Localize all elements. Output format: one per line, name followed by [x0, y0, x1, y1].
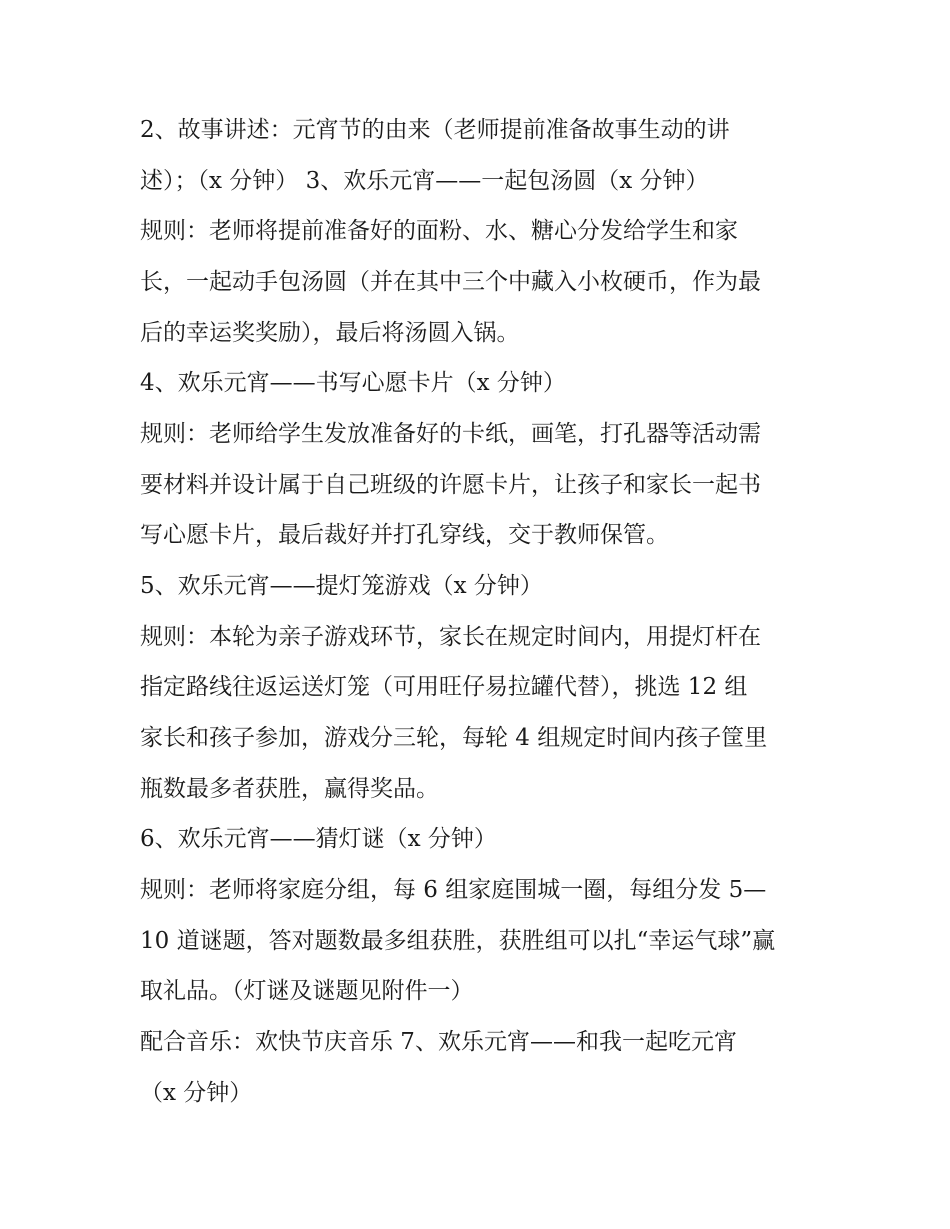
text-line: 后的幸运奖奖励），最后将汤圆入锅。: [140, 320, 520, 346]
text-line: 配合音乐：欢快节庆音乐 7、欢乐元宵——和我一起吃元宵: [140, 1029, 737, 1055]
text-line: 长，一起动手包汤圆（并在其中三个中藏入小枚硬币，作为最: [140, 269, 761, 295]
text-line: 规则：本轮为亲子游戏环节，家长在规定时间内，用提灯杆在: [140, 624, 761, 650]
text-line: （x 分钟）: [140, 1080, 253, 1106]
text-line: 家长和孩子参加，游戏分三轮，每轮 4 组规定时间内孩子筐里: [140, 725, 768, 751]
text-line: 述）；（x 分钟） 3、欢乐元宵——一起包汤圆（x 分钟）: [140, 168, 709, 194]
text-line: 瓶数最多者获胜，赢得奖品。: [140, 776, 439, 802]
text-line: 6、欢乐元宵——猜灯谜（x 分钟）: [140, 826, 497, 852]
text-line: 10 道谜题，答对题数最多组获胜，获胜组可以扎“幸运气球”赢: [140, 928, 776, 954]
text-line: 5、欢乐元宵——提灯笼游戏（x 分钟）: [140, 573, 543, 599]
text-line: 取礼品。（灯谜及谜题见附件一）: [140, 978, 474, 1004]
text-line: 写心愿卡片，最后裁好并打孔穿线，交于教师保管。: [140, 522, 669, 548]
text-line: 规则：老师将家庭分组，每 6 组家庭围城一圈，每组分发 5—: [140, 877, 767, 903]
text-line: 要材料并设计属于自己班级的许愿卡片，让孩子和家长一起书: [140, 472, 761, 498]
text-line: 2、故事讲述：元宵节的由来（老师提前准备故事生动的讲: [140, 117, 730, 143]
text-line: 指定路线往返运送灯笼（可用旺仔易拉罐代替），挑选 12 组: [140, 674, 748, 700]
text-line: 规则：老师将提前准备好的面粉、水、糖心分发给学生和家: [140, 218, 738, 244]
text-line: 4、欢乐元宵——书写心愿卡片（x 分钟）: [140, 370, 566, 396]
text-line: 规则：老师给学生发放准备好的卡纸，画笔，打孔器等活动需: [140, 421, 761, 447]
